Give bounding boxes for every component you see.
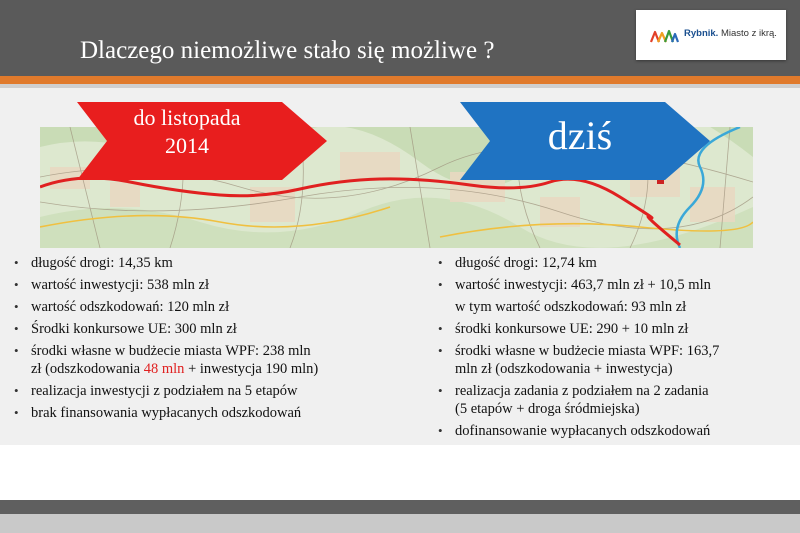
bullet-icon: • [438, 277, 443, 292]
list-item: • dofinansowanie wypłacanych odszkodowań [438, 423, 711, 439]
highlight-value: 48 mln [143, 361, 185, 377]
list-item: • długość drogi: 14,35 km [14, 255, 173, 271]
bullet-icon: • [438, 383, 443, 398]
list-item: • realizacja zadania z podziałem na 2 zadania (5 etapów + droga śródmiejska) [438, 383, 709, 417]
list-item: • środki konkursowe UE: 290 + 10 mln zł [438, 321, 689, 337]
logo-text: Rybnik. Miasto z ikrą. [684, 28, 777, 39]
list-item: • środki własne w budżecie miasta WPF: 238 mln zł (odszkodowania 48 mln + inwestycja 190 mln) [14, 343, 319, 377]
right-arrow-label: dziś [547, 113, 613, 158]
list-item: • środki własne w budżecie miasta WPF: 163,7 mln zł (odszkodowania + inwestycja) [438, 343, 720, 377]
list-item: • Środki konkursowe UE: 300 mln zł [14, 321, 237, 337]
list-item: • długość drogi: 12,74 km [438, 255, 597, 271]
bullet-icon: • [14, 343, 19, 358]
footer-bar [0, 500, 800, 514]
bullet-icon: • [14, 255, 19, 270]
rybnik-logo-icon [650, 28, 680, 44]
accent-bar [0, 76, 800, 84]
slide-title: Dlaczego niemożliwe stało się możliwe ? [80, 37, 495, 64]
list-item: • wartość inwestycji: 538 mln zł [14, 277, 209, 293]
list-item: • wartość inwestycji: 463,7 mln zł + 10,5 mln [438, 277, 711, 293]
list-subitem: w tym wartość odszkodowań: 93 mln zł [455, 299, 687, 315]
bullet-icon: • [14, 383, 19, 398]
bullet-icon: • [438, 423, 443, 438]
list-item: • wartość odszkodowań: 120 mln zł [14, 299, 230, 315]
bullet-icon: • [438, 343, 443, 358]
bullet-icon: • [438, 321, 443, 336]
left-facts-list [12, 254, 402, 422]
footer-strip [0, 514, 800, 533]
bullet-icon: • [14, 321, 19, 336]
left-arrow-label: do listopada 2014 [133, 105, 241, 158]
right-facts-list [436, 254, 796, 440]
list-item: • realizacja inwestycji z podziałem na 5 etapów [14, 383, 298, 399]
bullet-icon: • [14, 277, 19, 292]
list-item: • brak finansowania wypłacanych odszkodowań [14, 405, 302, 421]
bullet-icon: • [14, 405, 19, 420]
city-logo [636, 10, 786, 60]
bullet-icon: • [14, 299, 19, 314]
bullet-icon: • [438, 255, 443, 270]
